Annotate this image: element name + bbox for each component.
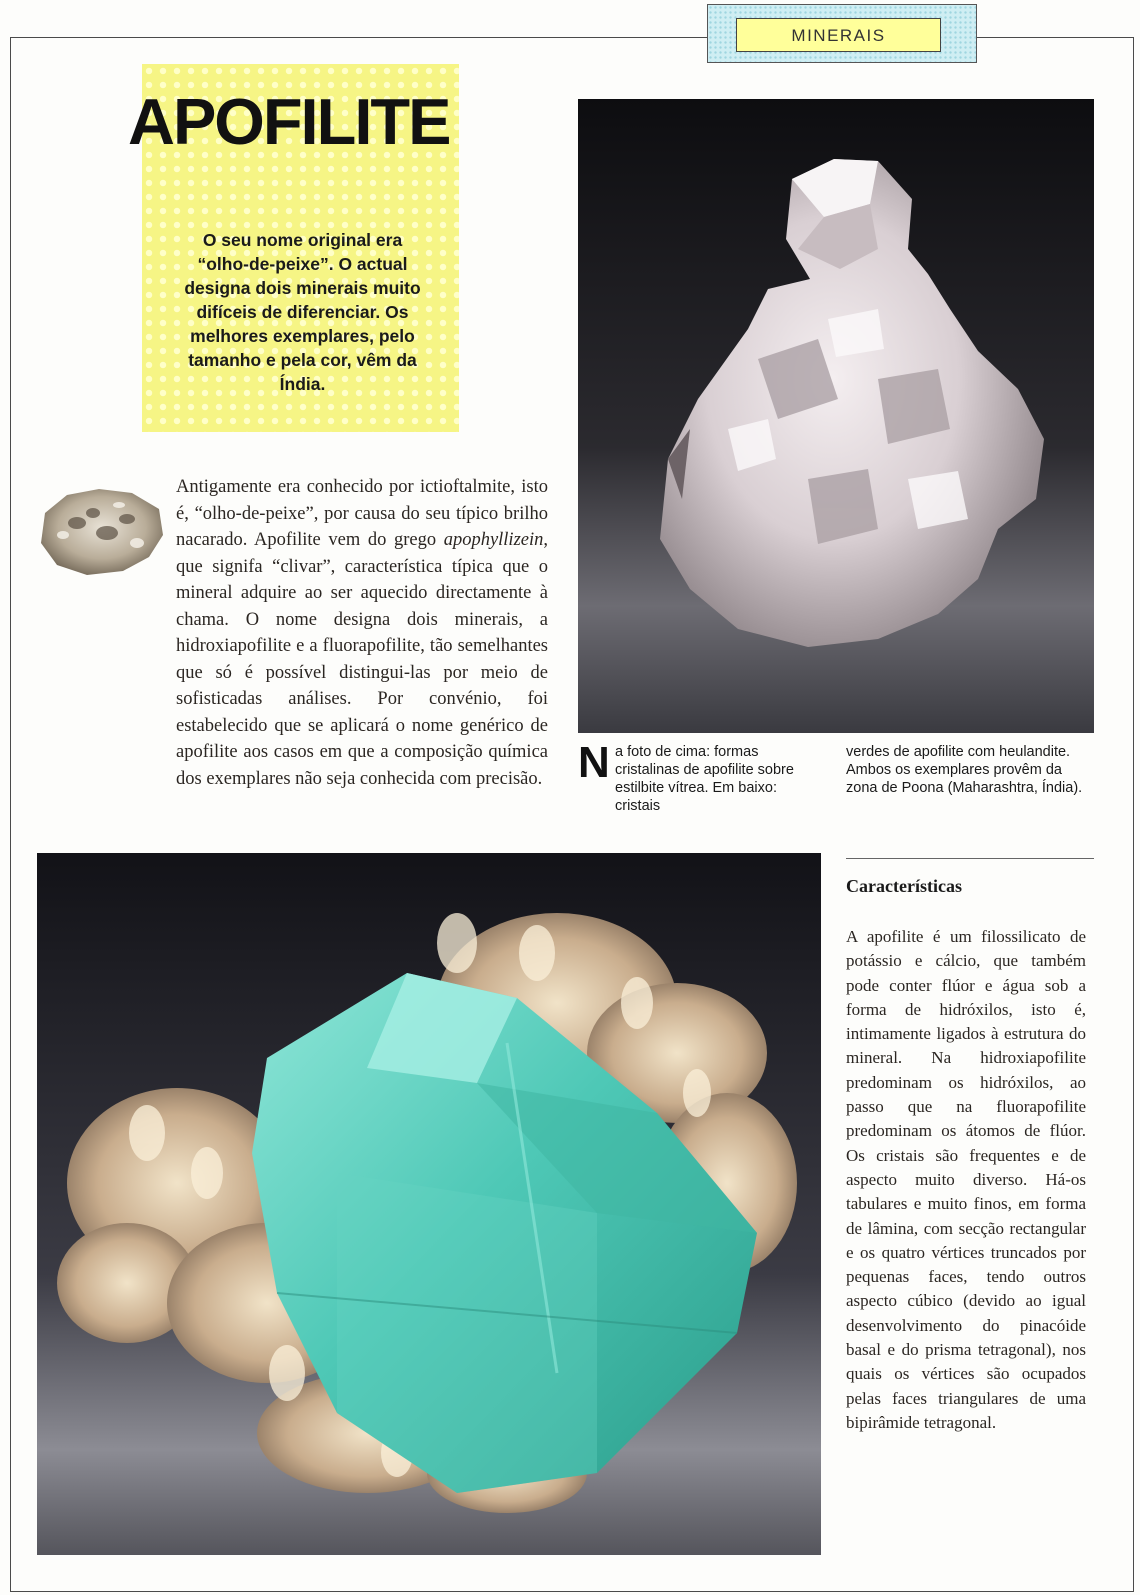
- caption-col2: verdes de apofilite com heulandite. Ambos os exemplares provêm da zona de Poona (Maharashtra, Índia).: [846, 744, 1083, 796]
- caption-dropcap: N: [578, 738, 610, 787]
- sidebar-text: [846, 925, 1086, 1435]
- intro-text: O seu nome original era “olho-de-peixe”. O actual designa dois minerais muito difíceis de diferenciar. Os melhores exemplares, pelo tamanho e pela cor, vêm da Índia.: [184, 230, 421, 394]
- sidebar-paragraph: A apofilite é um filossilicato de potássio e cálcio, que também pode conter flúor e água sob a forma de hidróxilos, isto é, intimamente ligados à estrutura do mineral. Na hidroxiapofilite predominam os hidróxilos, ao passo que na fluorapofilite predominam os átomos de flúor. Os cristais são frequentes e de aspecto muito diverso. Há-os tabulares e muito finos, em forma de lâmina, com secção rectangular e os quatro vértices truncados por pequenas faces, tendo outros aspecto cúbico (devido ao igual desenvolvimento do pinacóide basal e do prisma tetragonal), nos quais os vértices são ocupados pelas faces triangulares de uma bipirâmide tetragonal.: [846, 927, 1086, 1432]
- greek-term: apophyllizein: [443, 530, 544, 550]
- caption-col1-text: a foto de cima: formas cristalinas de apofilite sobre estilbite vítrea. Em baixo: cristais: [615, 744, 794, 814]
- article-text-start: Antigamente era conhecido por ictioftalmite, isto é, “olho-de-peixe”, por causa do seu típico brilho nacarado. Apofilite vem do grego: [176, 477, 548, 550]
- bottom-specimen-photo: [37, 853, 821, 1555]
- section-tab: MINERAIS: [736, 18, 941, 52]
- caption-col1: [578, 738, 798, 815]
- sidebar-heading: Características: [846, 876, 962, 896]
- specimen-thumbnail: [37, 483, 165, 578]
- page-title: APOFILITE: [128, 85, 450, 158]
- article-text-end: , que signifa “clivar”, característica típica que o mineral adquire ao ser aquecido directamente à chama. O nome designa dois minerais, a hidroxiapofilite e a fluorapofilite, tão semelhantes que só é possível distingui-las por meio de sofisticadas análises. Por convénio, foi estabelecido que se aplicará o nome genérico de apofilite aos casos em que a composição química dos exemplares não seja conhecida com precisão.: [176, 530, 548, 789]
- sidebar-rule: [846, 858, 1094, 859]
- top-specimen-photo: [578, 99, 1094, 733]
- main-article-text: [176, 474, 548, 792]
